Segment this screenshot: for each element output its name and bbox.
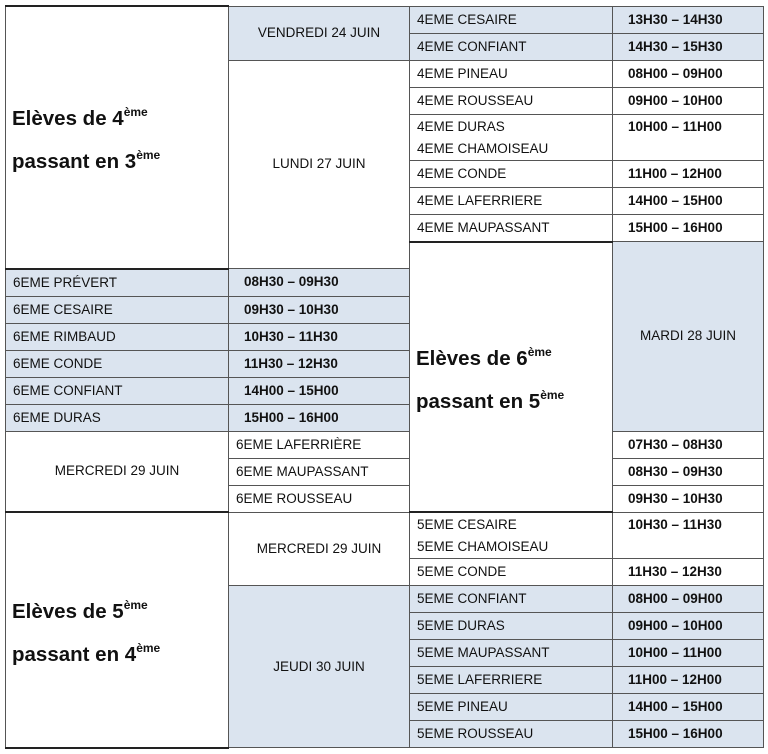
group-heading bbox=[410, 242, 613, 513]
time-cell: 14H30 – 15H30 bbox=[613, 33, 764, 60]
time-cell: 11H00 – 12H00 bbox=[613, 667, 764, 694]
class-cell: 6EME LAFERRIÈRE bbox=[229, 431, 410, 458]
group-title-line1: Elèves de 6 bbox=[416, 346, 528, 370]
time-cell: 09H30 – 10H30 bbox=[229, 296, 410, 323]
class-cell: 6EME CONDE bbox=[6, 350, 229, 377]
class-cell: 6EME RIMBAUD bbox=[6, 323, 229, 350]
day-label: MERCREDI 29 JUIN bbox=[229, 512, 410, 586]
class-cell: 4EME CONDE bbox=[410, 160, 613, 187]
schedule-document bbox=[5, 5, 763, 749]
time-cell: 10H30 – 11H30 bbox=[229, 323, 410, 350]
group-title-sup2: ème bbox=[540, 387, 565, 402]
class-cell: 4EME PINEAU bbox=[410, 60, 613, 87]
class-cell: 5EME PINEAU bbox=[410, 694, 613, 721]
table-row bbox=[6, 431, 764, 458]
day-label: MARDI 28 JUIN bbox=[613, 242, 764, 432]
class-cell: 6EME ROUSSEAU bbox=[229, 485, 410, 512]
group-title-sup1: ème bbox=[123, 105, 148, 120]
table-row bbox=[6, 6, 764, 33]
time-cell: 11H00 – 12H00 bbox=[613, 160, 764, 187]
class-cell: 5EME CONDE bbox=[410, 559, 613, 586]
group-title-sup2: ème bbox=[136, 640, 161, 655]
time-cell: 11H30 – 12H30 bbox=[613, 559, 764, 586]
day-label: MERCREDI 29 JUIN bbox=[6, 431, 229, 512]
class-cell: 5EME MAUPASSANT bbox=[410, 640, 613, 667]
group-title-sup2: ème bbox=[136, 148, 161, 163]
class-cell: 5EME ROUSSEAU bbox=[410, 721, 613, 748]
time-cell: 08H00 – 09H00 bbox=[613, 586, 764, 613]
class-name-secondary: 4EME CHAMOISEAU bbox=[417, 140, 549, 156]
time-cell: 14H00 – 15H00 bbox=[613, 694, 764, 721]
schedule-table bbox=[5, 5, 764, 749]
class-name: 4EME DURAS bbox=[417, 118, 505, 134]
class-cell: 5EME CONFIANT bbox=[410, 586, 613, 613]
table-row bbox=[6, 512, 764, 559]
day-label: VENDREDI 24 JUIN bbox=[229, 6, 410, 60]
class-name: 5EME CESAIRE bbox=[417, 517, 517, 532]
class-cell: 5EME DURAS bbox=[410, 613, 613, 640]
time-cell: 15H00 – 16H00 bbox=[613, 721, 764, 748]
time-cell: 14H00 – 15H00 bbox=[613, 187, 764, 214]
group-title-sup1: ème bbox=[527, 344, 552, 359]
class-name-secondary: 5EME CHAMOISEAU bbox=[417, 539, 549, 554]
time-cell: 15H00 – 16H00 bbox=[229, 404, 410, 431]
time-cell: 08H00 – 09H00 bbox=[613, 60, 764, 87]
group-title-line2: passant en 4 bbox=[12, 642, 137, 666]
class-cell: 6EME DURAS bbox=[6, 404, 229, 431]
time-cell: 08H30 – 09H30 bbox=[613, 458, 764, 485]
time-cell: 07H30 – 08H30 bbox=[613, 431, 764, 458]
time-cell: 09H00 – 10H00 bbox=[613, 87, 764, 114]
time-cell: 10H30 – 11H30 bbox=[613, 512, 764, 559]
class-cell: 6EME CONFIANT bbox=[6, 377, 229, 404]
class-cell: 6EME MAUPASSANT bbox=[229, 458, 410, 485]
time-cell: 10H00 – 11H00 bbox=[613, 114, 764, 160]
day-label: LUNDI 27 JUIN bbox=[229, 60, 410, 269]
time-cell: 15H00 – 16H00 bbox=[613, 214, 764, 242]
time-cell: 08H30 – 09H30 bbox=[229, 269, 410, 297]
time-cell: 13H30 – 14H30 bbox=[613, 6, 764, 33]
time-cell: 14H00 – 15H00 bbox=[229, 377, 410, 404]
class-cell: 4EME CESAIRE bbox=[410, 6, 613, 33]
class-cell: 4EME ROUSSEAU bbox=[410, 87, 613, 114]
class-cell: 4EME MAUPASSANT bbox=[410, 214, 613, 242]
group-title-line1: Elèves de 4 bbox=[12, 107, 124, 131]
group-title-sup1: ème bbox=[123, 597, 148, 612]
time-cell: 09H00 – 10H00 bbox=[613, 613, 764, 640]
class-cell: 6EME PRÉVERT bbox=[6, 269, 229, 297]
group-title-line1: Elèves de 5 bbox=[12, 599, 124, 623]
group-title-line2: passant en 5 bbox=[416, 389, 541, 413]
time-cell: 09H30 – 10H30 bbox=[613, 485, 764, 512]
class-cell bbox=[410, 512, 613, 559]
schedule-body bbox=[6, 6, 764, 748]
day-label: JEUDI 30 JUIN bbox=[229, 586, 410, 748]
class-cell: 6EME CESAIRE bbox=[6, 296, 229, 323]
group-heading bbox=[6, 512, 229, 748]
class-cell bbox=[410, 114, 613, 160]
time-cell: 10H00 – 11H00 bbox=[613, 640, 764, 667]
group-heading bbox=[6, 6, 229, 269]
class-cell: 5EME LAFERRIERE bbox=[410, 667, 613, 694]
time-cell: 11H30 – 12H30 bbox=[229, 350, 410, 377]
class-cell: 4EME LAFERRIERE bbox=[410, 187, 613, 214]
group-title-line2: passant en 3 bbox=[12, 150, 137, 174]
class-cell: 4EME CONFIANT bbox=[410, 33, 613, 60]
